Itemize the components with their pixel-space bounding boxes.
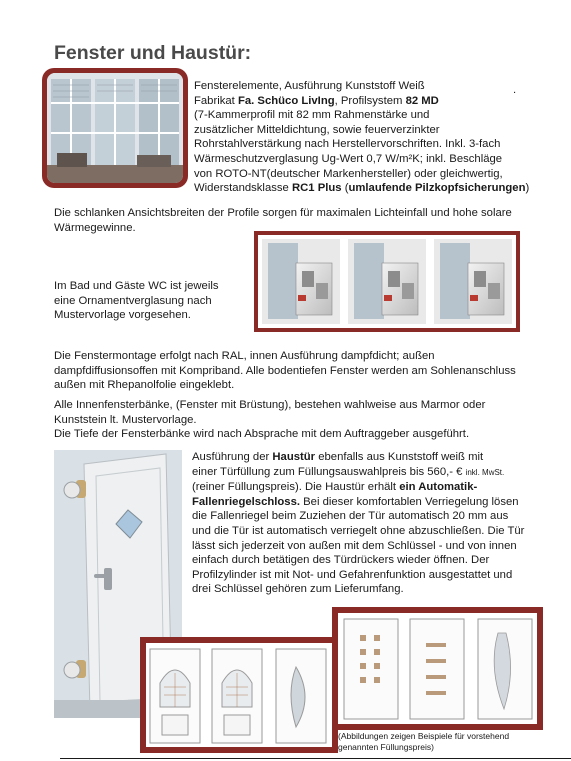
door-line: und die Tür ist automatisch verriegelt ohne abzuschließen. Die Tür <box>192 524 525 537</box>
page-title: Fenster und Haustür: <box>54 42 252 64</box>
stray-dot: . <box>513 84 517 96</box>
spec-line: (7-Kammerprofil mit 82 mm Rahmenstärke und <box>194 109 430 122</box>
bathroom-paragraph <box>54 279 249 323</box>
mounting-line: Die Fenstermontage erfolgt nach RAL, innen Ausführung dampfdicht; außen <box>54 350 435 362</box>
door-line: die Fallenriegel beim Zuziehen der Tür automatisch 20 mm aus <box>192 510 509 523</box>
bathroom-line: Im Bad und Gäste WC ist jeweils <box>54 280 219 292</box>
door-line: lässt sich jederzeit von außen mit dem Schlüssel - und von innen <box>192 539 517 552</box>
door-paragraph <box>192 450 564 597</box>
bathroom-line: eine Ornamentverglasung nach <box>54 294 212 307</box>
door-line: einfach durch betätigen des Türdrückers wieder öffnen. Der <box>192 554 490 567</box>
door-fill-examples-right <box>338 613 537 724</box>
spec-line: Widerstandsklasse RC1 Plus (umlaufende Pilzkopfsicherungen) <box>194 182 530 195</box>
door-fill-examples-left <box>146 643 332 747</box>
spec-line: Wärmeschutzverglasung Ug-Wert 0,7 W/m²K; inkl. Beschläge <box>194 152 503 165</box>
window-spec-paragraph <box>194 79 564 196</box>
door-line: drei Schlüssel gehören zum Lieferumfang. <box>192 583 404 596</box>
mounting-line: dampfdiffusionsoffen mit Kompriband. Alle bodentiefen Fenster werden am Sohlenanschluss <box>54 364 516 377</box>
sill-line: Die Tiefe der Fensterbänke wird nach Absprache mit dem Auftraggeber ausgeführt. <box>54 428 470 441</box>
door-line: Fallenriegelschloss. Bei dieser komfortablen Verriegelung lösen <box>192 495 519 508</box>
door-fill-panel-right <box>338 613 537 724</box>
profile-images-panel <box>258 235 516 328</box>
sill-paragraph <box>54 398 564 442</box>
sill-line: Alle Innenfensterbänke, (Fenster mit Brüstung), bestehen wahlweise aus Marmor oder <box>54 399 486 411</box>
footer-rule <box>60 758 571 759</box>
door-line: einer Türfüllung zum Füllungsauswahlpreis bis 560,- € inkl. MwSt. <box>192 465 505 478</box>
spec-line: Rohrstahlverstärkung nach Herstellervorschriften. Inkl. 3-fach <box>194 138 501 151</box>
office-window-illustration <box>47 73 183 183</box>
profile-line: Die schlanken Ansichtsbreiten der Profile sorgen für maximalen Lichteinfall und hohe solare <box>54 207 512 219</box>
mounting-paragraph <box>54 349 564 393</box>
profile-line: Wärmegewinne. <box>54 221 136 234</box>
door-line: (reiner Füllungspreis). Die Haustür erhält ein Automatik- <box>192 481 478 494</box>
spec-line: zusätzlicher Mitteldichtung, sowie feuerverzinkter <box>194 123 440 136</box>
spec-line: von ROTO-NT(deutscher Markenhersteller) oder gleichwertig, <box>194 167 503 180</box>
door-fill-panel-left <box>146 643 332 747</box>
spec-line: Fensterelemente, Ausführung Kunststoff Weiß <box>194 80 425 92</box>
caption-line: (Abbildungen zeigen Beispiele für vorstehend <box>338 731 510 741</box>
door-fill-caption <box>338 731 558 752</box>
caption-line: genannten Füllungspreis) <box>338 741 434 752</box>
mounting-line: außen mit Rhepanolfolie eingeklebt. <box>54 379 235 392</box>
door-line: Profilzylinder ist mit Not- und Gefahrenfunktion ausgestattet und <box>192 568 513 581</box>
bathroom-line: Mustervorlage vorgesehen. <box>54 309 191 322</box>
profile-cross-sections <box>258 235 516 328</box>
spec-line: Fabrikat Fa. Schüco LivIng, Profilsystem 82 MD <box>194 94 439 107</box>
office-window-photo <box>47 73 183 183</box>
sill-line: Kunststein lt. Mustervorlage. <box>54 413 197 426</box>
door-line: Ausführung der Haustür ebenfalls aus Kunststoff weiß mit <box>192 451 484 463</box>
